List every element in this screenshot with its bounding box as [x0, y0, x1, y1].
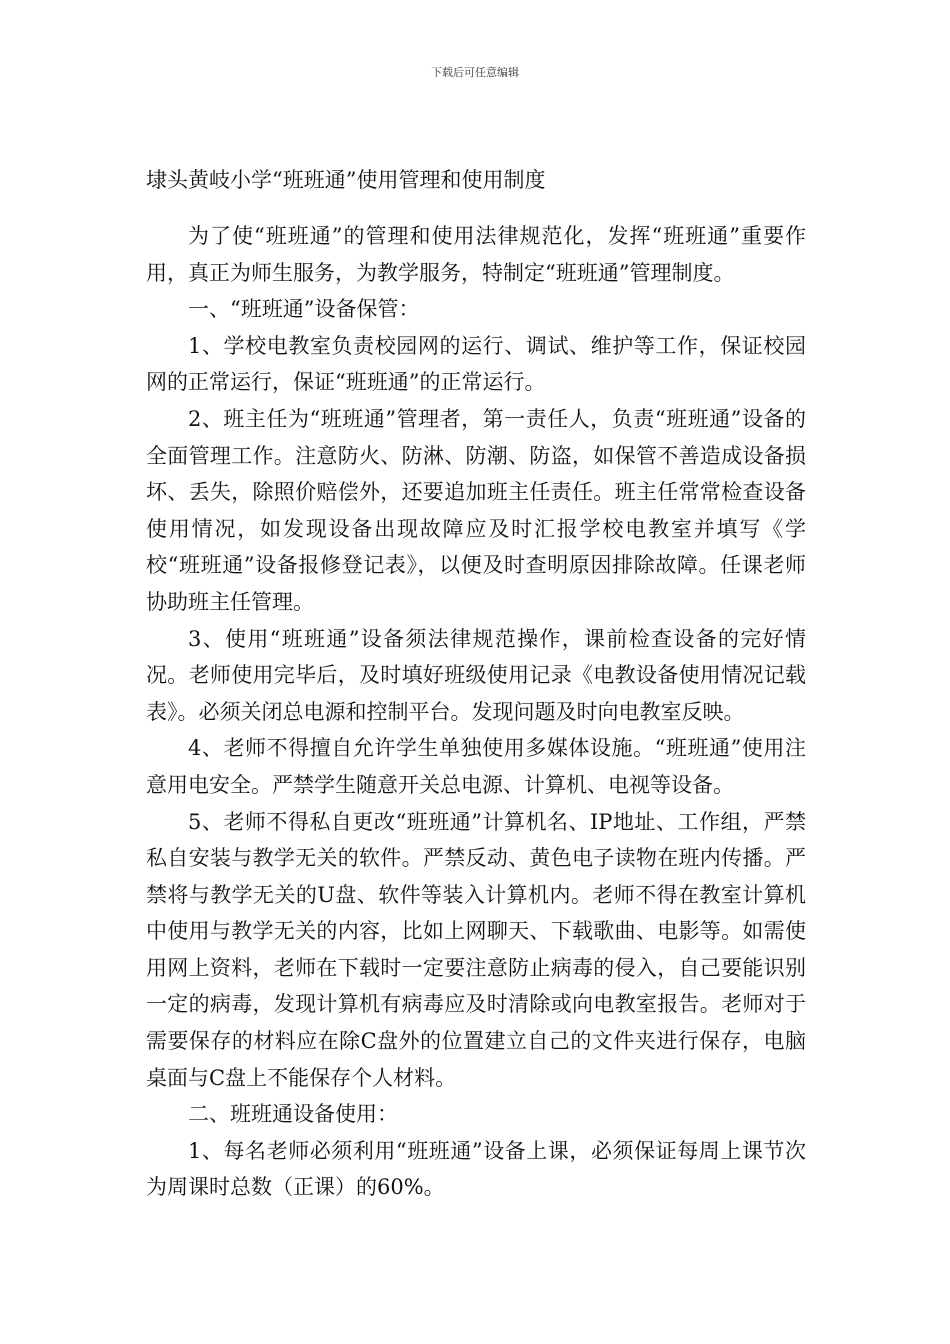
document-body	[146, 218, 806, 1206]
document-title: 埭头黄岐小学“班班通”使用管理和使用制度	[146, 168, 546, 192]
header-note: 下载后可任意编辑	[431, 66, 519, 79]
paragraph-item-2: 2、班主任为“班班通”管理者，第一责任人，负责“班班通”设备的全面管理工作。注意防火、防淋、防潮、防盗，如保管不善造成设备损坏、丢失，除照价赔偿外，还要追加班主任责任。班主任常常检查设备使用情况，如发现设备出现故障应及时汇报学校电教室并填写《学校“班班通”设备报修登记表》，以便及时查明原因排除故障。任课老师协助班主任管理。	[146, 406, 806, 614]
intro-paragraph: 为了使“班班通”的管理和使用法律规范化，发挥“班班通”重要作用，真正为师生服务，为教学服务，特制定“班班通”管理制度。	[146, 224, 806, 285]
paragraph-use-item-1: 1、每名老师必须利用“班班通”设备上课，必须保证每周上课节次为周课时总数（正课）的60%。	[146, 1138, 806, 1200]
paragraph-item-3: 3、使用“班班通”设备须法律规范操作，课前检查设备的完好情况。老师使用完毕后，及时填好班级使用记录《电教设备使用情况记载表》。必须关闭总电源和控制平台。发现问题及时向电教室反映。	[146, 626, 806, 724]
paragraph-item-5: 5、老师不得私自更改“班班通”计算机名、IP地址、工作组，严禁私自安装与教学无关的软件。严禁反动、黄色电子读物在班内传播。严禁将与教学无关的U盘、软件等装入计算机内。老师不得在教室计算机中使用与教学无关的内容，比如上网聊天、下载歌曲、电影等。如需使用网上资料，老师在下载时一定要注意防止病毒的侵入，自己要能识别一定的病毒，发现计算机有病毒应及时清除或向电教室报告。老师对于需要保存的材料应在除C盘外的位置建立自己的文件夹进行保存，电脑桌面与C盘上不能保存个人材料。	[146, 809, 806, 1090]
paragraph-item-4: 4、老师不得擅自允许学生单独使用多媒体设施。“班班通”使用注意用电安全。严禁学生随意开关总电源、计算机、电视等设备。	[146, 736, 806, 797]
paragraph-item-1: 1、学校电教室负责校园网的运行、调试、维护等工作，保证校园网的正常运行，保证“班班通”的正常运行。	[146, 333, 806, 395]
section-heading-equipment-use: 二、班班通设备使用：	[188, 1102, 398, 1127]
section-heading-equipment-custody: 一、“班班通”设备保管：	[188, 297, 420, 322]
